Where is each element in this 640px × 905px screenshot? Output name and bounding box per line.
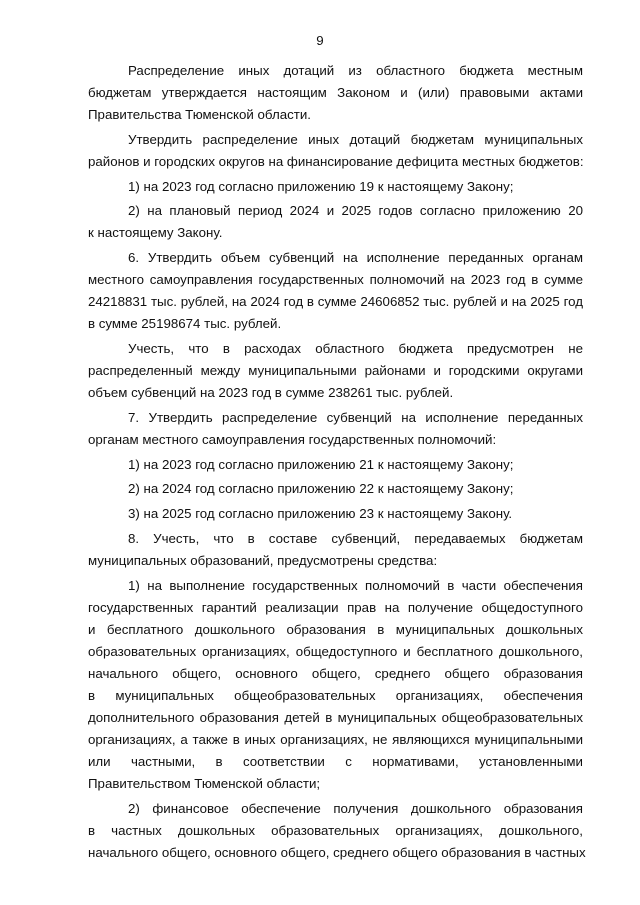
text-line: 6. Утвердить объем субвенций на исполнение переданных органам bbox=[128, 250, 583, 266]
text-line: 1) на 2023 год согласно приложению 21 к настоящему Закону; bbox=[128, 456, 514, 472]
text-line: 1) на выполнение государственных полномочий в части обеспечения bbox=[128, 577, 583, 593]
paragraph bbox=[88, 200, 583, 244]
paragraph bbox=[88, 503, 583, 525]
text-line: 8. Учесть, что в составе субвенций, передаваемых бюджетам bbox=[128, 530, 583, 546]
document-body bbox=[88, 60, 586, 864]
paragraph bbox=[88, 528, 583, 572]
text-line: начального общего, основного общего, среднего общего образования в частных bbox=[88, 845, 586, 861]
paragraph bbox=[88, 247, 583, 335]
text-line: объем субвенций на 2023 год в сумме 238261 тыс. рублей. bbox=[88, 385, 454, 401]
text-line: дополнительного образования детей в муниципальных общеобразовательных bbox=[88, 710, 583, 726]
text-line: в муниципальных общеобразовательных организациях, обеспечения bbox=[88, 688, 583, 704]
text-line: Правительством Тюменской области; bbox=[88, 776, 321, 792]
text-line: 2) на плановый период 2024 и 2025 годов согласно приложению 20 bbox=[128, 203, 583, 219]
paragraph bbox=[88, 338, 583, 404]
text-line: 2) на 2024 год согласно приложению 22 к настоящему Закону; bbox=[128, 481, 514, 497]
text-line: или частными, в соответствии с нормативами, установленными bbox=[88, 754, 583, 770]
paragraph bbox=[88, 575, 583, 796]
paragraph bbox=[88, 798, 586, 864]
paragraph bbox=[88, 176, 583, 198]
text-line: организациях, а также в иных организациях, не являющихся муниципальными bbox=[88, 732, 583, 748]
text-line: 2) финансовое обеспечение получения дошкольного образования bbox=[128, 801, 583, 817]
text-line: 1) на 2023 год согласно приложению 19 к настоящему Закону; bbox=[128, 178, 514, 194]
text-line: государственных гарантий реализации прав на получение общедоступного bbox=[88, 599, 583, 615]
text-line: в частных дошкольных образовательных организациях, дошкольного, bbox=[88, 823, 583, 839]
paragraph bbox=[88, 129, 583, 173]
text-line: и бесплатного дошкольного образования в муниципальных дошкольных bbox=[88, 621, 583, 637]
text-line: к настоящему Закону. bbox=[88, 225, 223, 241]
text-line: 3) на 2025 год согласно приложению 23 к настоящему Закону. bbox=[128, 506, 513, 522]
paragraph bbox=[88, 60, 583, 126]
text-line: 24218831 тыс. рублей, на 2024 год в сумме 24606852 тыс. рублей и на 2025 год bbox=[88, 294, 583, 310]
text-line: образовательных организациях, общедоступного и бесплатного дошкольного, bbox=[88, 643, 583, 659]
text-line: Учесть, что в расходах областного бюджета предусмотрен не bbox=[128, 341, 583, 357]
text-line: в сумме 25198674 тыс. рублей. bbox=[88, 316, 282, 332]
text-line: распределенный между муниципальными районами и городскими округами bbox=[88, 363, 583, 379]
text-line: бюджетам утверждается настоящим Законом и (или) правовыми актами bbox=[88, 85, 583, 101]
text-line: 7. Утвердить распределение субвенций на исполнение переданных bbox=[128, 409, 583, 425]
text-line: Распределение иных дотаций из областного бюджета местным bbox=[128, 63, 583, 78]
paragraph bbox=[88, 454, 583, 476]
text-line: муниципальных образований, предусмотрены средства: bbox=[88, 552, 438, 568]
text-line: органам местного самоуправления государственных полномочий: bbox=[88, 432, 497, 448]
paragraph bbox=[88, 478, 583, 500]
text-line: начального общего, основного общего, среднего общего образования bbox=[88, 665, 583, 681]
paragraph bbox=[88, 407, 583, 451]
text-line: Правительства Тюменской области. bbox=[88, 107, 311, 123]
page-number: 9 bbox=[316, 33, 324, 48]
text-line: районов и городских округов на финансирование дефицита местных бюджетов: bbox=[88, 153, 584, 169]
text-line: Утвердить распределение иных дотаций бюджетам муниципальных bbox=[128, 131, 583, 147]
text-line: местного самоуправления государственных полномочий на 2023 год в сумме bbox=[88, 272, 583, 288]
